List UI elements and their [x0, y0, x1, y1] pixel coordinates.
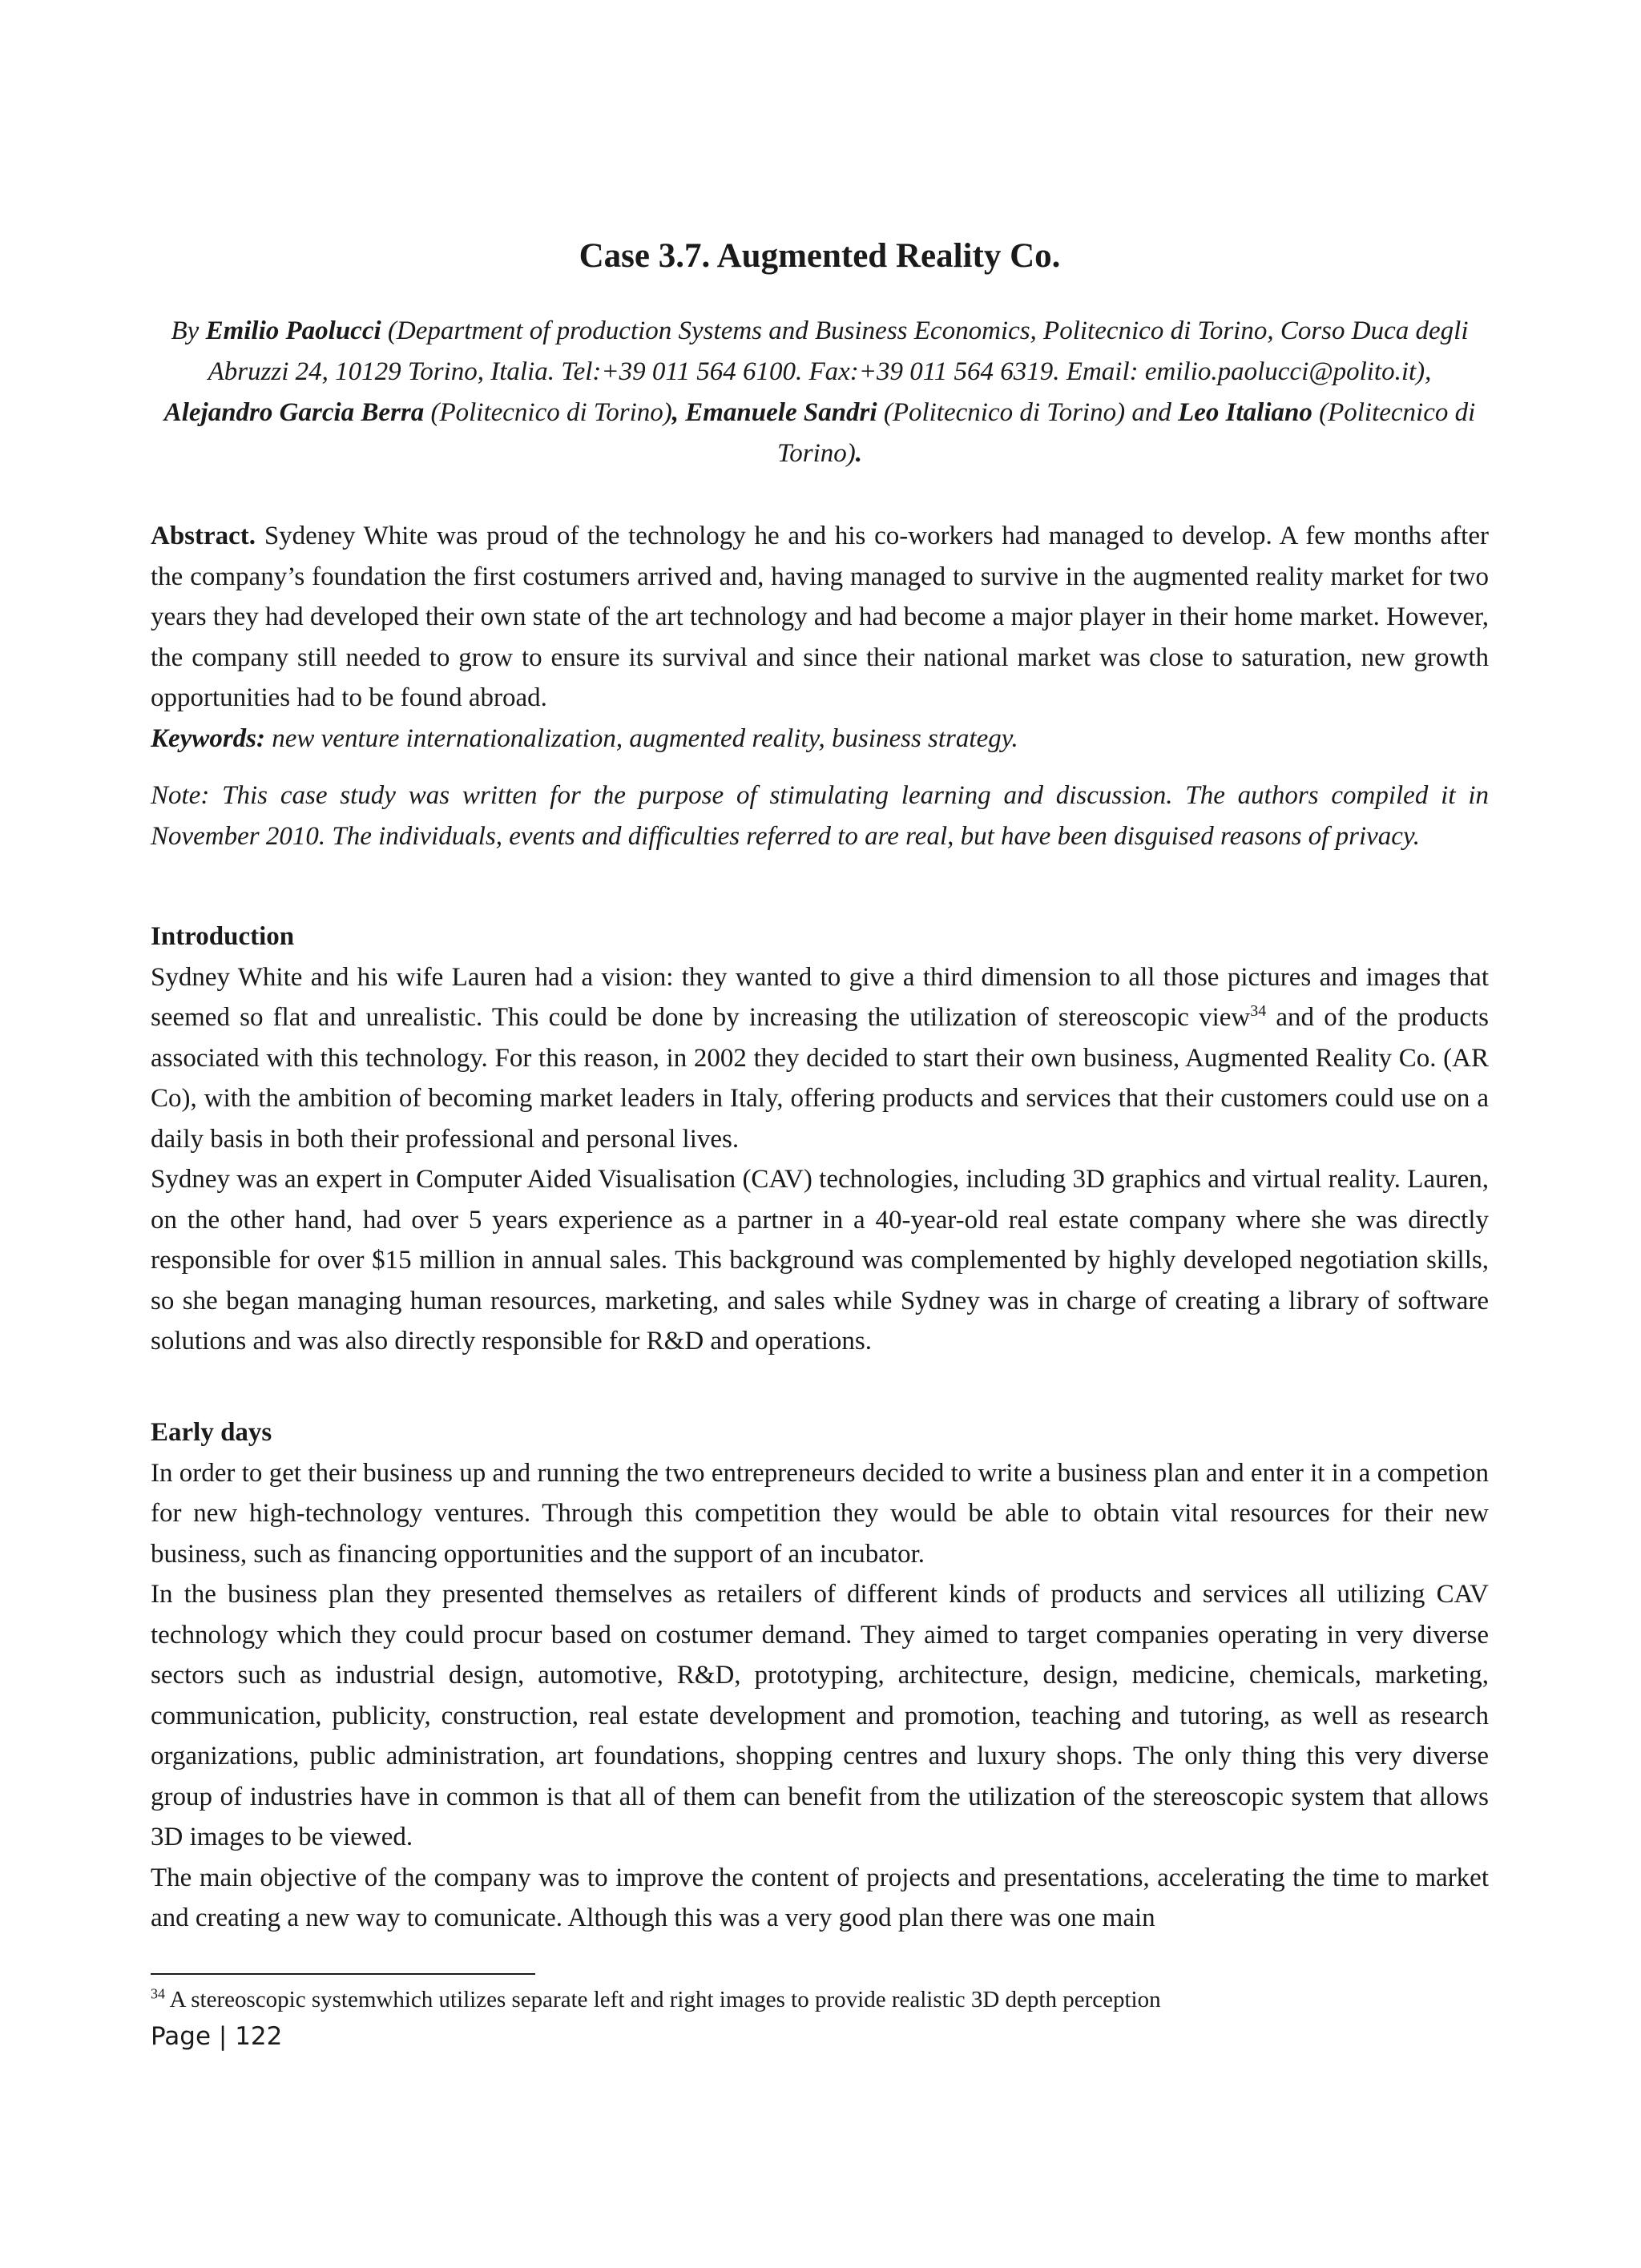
introduction-paragraph-1	[151, 957, 1489, 1160]
case-title: Case 3.7. Augmented Reality Co.	[579, 237, 1061, 275]
keywords-text: new venture internationalization, augmented reality, business strategy.	[265, 723, 1018, 753]
note-paragraph: Note: This case study was written for the purpose of stimulating learning and discussion. The authors compiled it in November 2010. The individuals, events and difficulties referred to are real, but have been disguised reasons of privacy.	[151, 781, 1489, 851]
early-days-heading: Early days	[151, 1418, 272, 1447]
introduction-heading: Introduction	[151, 922, 295, 951]
author-name-2: Alejandro Garcia Berra	[163, 398, 425, 427]
author-byline	[151, 311, 1489, 474]
abstract-label: Abstract.	[151, 522, 256, 550]
page-number: Page | 122	[151, 2022, 283, 2051]
abstract-text: Sydeney White was proud of the technology he and his co-workers had managed to develop. A few months after the company’s foundation the first costumers arrived and, having managed to survive in the augmented reality market for two years they had developed their own state of the art technology and had become a major player in their home market. However, the company still needed to grow to ensure its survival and since their national market was close to saturation, new growth opportunities had to be found abroad.	[151, 522, 1489, 712]
author-name-3: Emanuele Sandri	[685, 398, 877, 427]
byline-period: .	[855, 439, 863, 468]
intro-p1-start: Sydney White and his wife Lauren had a vision: they wanted to give a third dimension to all those pictures and images that seemed so flat and unrealistic. This could be done by increasing the utilization of stereoscopic view	[151, 962, 1489, 1032]
abstract-section	[151, 516, 1489, 759]
author-name-1: Emilio Paolucci	[205, 316, 381, 345]
intro-p1-end: and of the products associated with this technology. For this reason, in 2002 they decided to start their own business, Augmented Reality Co. (AR Co), with the ambition of becoming market leaders in Italy, offering products and services that their customers could use on a daily basis in both their professional and personal lives.	[151, 1003, 1489, 1154]
footnote-reference[interactable]: 34	[1250, 1002, 1267, 1020]
keywords-line	[151, 719, 1489, 759]
author-affiliation-4: (Politecnico di Torino)	[776, 398, 1476, 468]
early-days-paragraph-2: In the business plan they presented themselves as retailers of different kinds of products and services all utilizing CAV technology which they could procur based on costumer demand. They aimed to target companies operating in very diverse sectors such as industrial design, automotive, R&D, prototyping, architecture, design, medicine, chemicals, marketing, communication, publicity, construction, real estate development and promotion, teaching and tutoring, as well as research organizations, public administration, art foundations, shopping centres and luxury shops. The only thing this very diverse group of industries have in common is that all of them can benefit from the utilization of the stereoscopic system that allows 3D images to be viewed.	[151, 1580, 1489, 1851]
author-affiliation-3: (Politecnico di Torino) and	[877, 398, 1179, 427]
author-name-4: Leo Italiano	[1178, 398, 1312, 427]
footnote-number: 34	[151, 1985, 165, 2002]
footnote	[151, 1984, 1489, 2016]
footnote-text: A stereoscopic systemwhich utilizes separate left and right images to provide realistic 3D depth perception	[165, 1987, 1161, 2012]
early-days-paragraph-3: The main objective of the company was to improve the content of projects and presentations, accelerating the time to market and creating a new way to comunicate. Although this was a very good plan there was one main	[151, 1863, 1489, 1932]
early-days-section	[151, 1412, 1489, 1939]
author-affiliation-2: (Politecnico di Torino)	[424, 398, 672, 427]
early-days-paragraph-1: In order to get their business up and running the two entrepreneurs decided to write a business plan and enter it in a competion for new high-technology ventures. Through this competition they would be able to obtain vital resources for their new business, such as financing opportunities and the support of an incubator.	[151, 1458, 1489, 1569]
abstract-paragraph	[151, 516, 1489, 719]
byline-comma: ,	[671, 398, 686, 427]
introduction-section	[151, 916, 1489, 1362]
document-page	[151, 0, 1489, 2268]
footnote-separator	[151, 1973, 535, 1975]
introduction-paragraph-2: Sydney was an expert in Computer Aided Visualisation (CAV) technologies, including 3D graphics and virtual reality. Lauren, on the other hand, had over 5 years experience as a partner in a 40-year-old real estate company where she was directly responsible for over $15 million in annual sales. This background was complemented by highly developed negotiation skills, so she began managing human resources, marketing, and sales while Sydney was in charge of creating a library of software solutions and was also directly responsible for R&D and operations.	[151, 1165, 1489, 1356]
keywords-label: Keywords:	[151, 723, 265, 753]
byline-by: By	[171, 316, 200, 345]
author-affiliation-1: (Department of production Systems and Business Economics, Politecnico di Torino, Corso Duca degli Abruzzi 24, 10129 Torino, Italia. Tel:+39 011 564 6100. Fax:+39 011 564 6319. Email: emilio.paolucci@polito.it),	[208, 316, 1469, 386]
